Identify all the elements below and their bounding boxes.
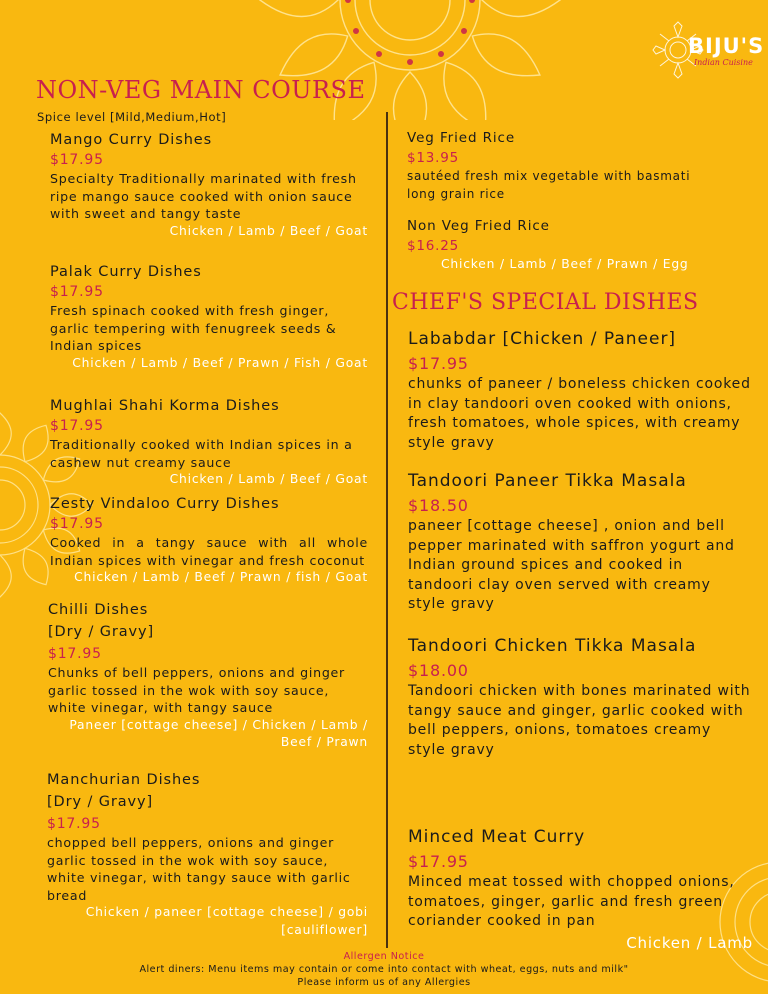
item-description: Cooked in a tangy sauce with all whole Indian spices with vinegar and fresh coconut (50, 535, 368, 568)
item-name: Veg Fried Rice (407, 130, 516, 146)
menu-item (50, 262, 368, 372)
item-options: Chicken / Lamb (626, 933, 753, 952)
brand-name: BIJU'S (688, 34, 765, 58)
item-options: Chicken / paneer [cottage cheese] / gobi [cauliflower] (85, 905, 368, 937)
item-price: $17.95 (50, 418, 104, 434)
item-options: Chicken / Lamb / Beef / Prawn / Fish / Goat (72, 355, 368, 370)
item-price: $17.95 (50, 284, 104, 300)
item-description: Minced meat tossed with chopped onions, tomatoes, ginger, garlic and fresh green coriander cooked in pan (408, 874, 735, 929)
menu-item (408, 468, 753, 615)
section-title-chefs-special: CHEF'S SPECIAL DISHES (392, 290, 699, 315)
item-description: Chunks of bell peppers, onions and ginger garlic tossed in the wok with soy sauce, white vinegar, with tangy sauce (48, 665, 345, 716)
allergen-line-1: Alert diners: Menu items may contain or come into contact with wheat, eggs, nuts and milk" (139, 964, 629, 975)
spice-level-note: Spice level [Mild,Medium,Hot] (37, 110, 227, 124)
item-options: Chicken / Lamb / Beef / Prawn / Egg (441, 257, 689, 271)
menu-item (408, 633, 753, 760)
item-price: $18.50 (408, 496, 469, 515)
item-price: $17.95 (47, 816, 101, 832)
item-price: $17.95 (408, 852, 469, 871)
menu-item (50, 494, 368, 587)
menu-item (50, 130, 368, 240)
menu-item (408, 824, 753, 954)
item-options: Chicken / Lamb / Beef / Goat (169, 472, 368, 487)
item-name: Tandoori Paneer Tikka Masala (408, 471, 687, 491)
item-subname: [Dry / Gravy] (47, 794, 154, 810)
item-name: Tandoori Chicken Tikka Masala (408, 636, 697, 656)
item-name: Lababdar [Chicken / Paneer] (408, 329, 677, 349)
item-description: Traditionally cooked with Indian spices in a cashew nut creamy sauce (50, 437, 353, 470)
item-price: $16.25 (407, 238, 460, 254)
item-price: $17.95 (50, 152, 104, 168)
section-title-non-veg: NON-VEG MAIN COURSE (36, 76, 366, 104)
brand-logo (688, 34, 764, 67)
item-name: Non Veg Fried Rice (407, 218, 550, 234)
item-price: $17.95 (50, 516, 104, 532)
item-name: Manchurian Dishes (47, 772, 201, 788)
item-name: Minced Meat Curry (408, 827, 586, 847)
item-name: Zesty Vindaloo Curry Dishes (50, 496, 280, 512)
column-divider (386, 112, 388, 948)
brand-tagline: Indian Cuisine (694, 58, 753, 67)
item-subname: [Dry / Gravy] (48, 624, 155, 640)
item-description: paneer [cottage cheese] , onion and bell pepper marinated with saffron yogurt and Indian ground spices and cooked in tandoori clay oven served with creamy style gravy (408, 518, 735, 612)
item-options: Chicken / Lamb / Beef / Prawn / fish / Goat (74, 570, 368, 585)
item-description: Fresh spinach cooked with fresh ginger, garlic tempering with fenugreek seeds & Indian spices (50, 303, 337, 354)
menu-item (48, 600, 368, 752)
menu-item (407, 128, 707, 203)
item-description: Specialty Traditionally marinated with fresh ripe mango sauce cooked with onion sauce with sweet and tangy taste (50, 171, 357, 222)
menu-item (50, 396, 368, 489)
item-description: chopped bell peppers, onions and ginger garlic tossed in the wok with soy sauce, white vinegar, with tangy sauce with garlic bread (47, 835, 351, 903)
item-name: Mughlai Shahi Korma Dishes (50, 398, 280, 414)
item-price: $18.00 (408, 661, 469, 680)
item-price: $17.95 (48, 646, 102, 662)
item-name: Chilli Dishes (48, 602, 149, 618)
item-options: Paneer [cottage cheese] / Chicken / Lamb / Beef / Prawn (69, 717, 368, 750)
item-description: chunks of paneer / boneless chicken cooked in clay tandoori oven cooked with onions, fresh tomatoes, whole spices, with creamy style gravy (408, 376, 751, 451)
item-options: Chicken / Lamb / Beef / Goat (169, 223, 368, 238)
item-description: sautéed fresh mix vegetable with basmati long grain rice (407, 169, 691, 201)
item-price: $13.95 (407, 150, 460, 166)
allergen-notice (0, 950, 768, 989)
item-price: $17.95 (408, 354, 469, 373)
menu-item (407, 216, 737, 274)
item-description: Tandoori chicken with bones marinated with tangy sauce and ginger, garlic cooked with bell peppers, onions, tomatoes creamy style gravy (408, 683, 751, 758)
menu-item (47, 770, 368, 940)
allergen-line-2: Please inform us of any Allergies (297, 977, 471, 988)
item-name: Palak Curry Dishes (50, 264, 202, 280)
allergen-heading: Allergen Notice (343, 951, 425, 962)
menu-item (408, 326, 753, 453)
item-name: Mango Curry Dishes (50, 132, 213, 148)
